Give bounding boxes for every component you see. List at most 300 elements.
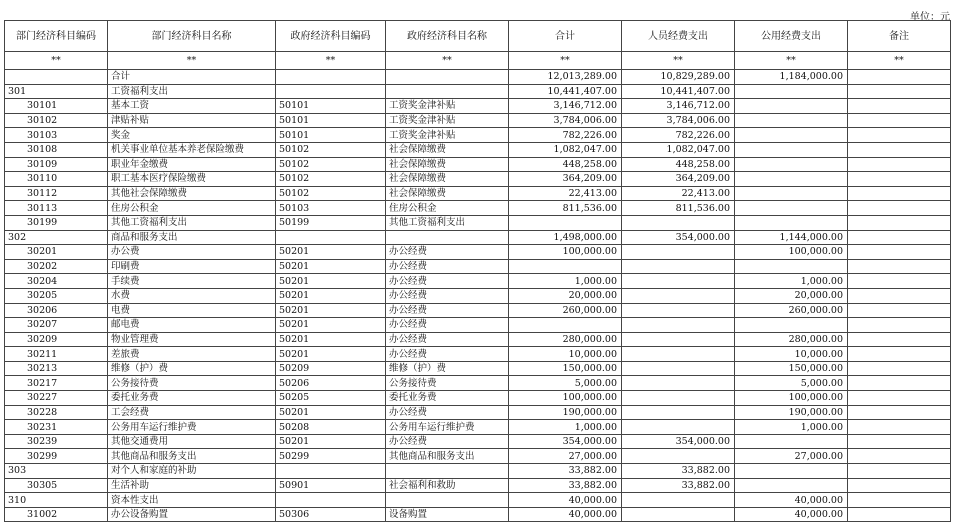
table-cell: 其他商品和服务支出: [386, 449, 509, 464]
table-cell: 维修（护）费: [108, 361, 276, 376]
table-row: [5, 318, 951, 333]
table-cell: 印刷费: [108, 259, 276, 274]
table-cell: 22,413.00: [622, 186, 735, 201]
table-cell: 机关事业单位基本养老保险缴费: [108, 142, 276, 157]
table-cell: 50299: [276, 449, 386, 464]
table-cell: 手续费: [108, 274, 276, 289]
table-row: [5, 434, 951, 449]
stars-cell: **: [108, 52, 276, 70]
table-cell: 40,000.00: [735, 507, 848, 522]
table-row: [5, 493, 951, 508]
table-cell: 30305: [5, 478, 108, 493]
table-row: [5, 84, 951, 99]
table-cell: [848, 142, 951, 157]
table-cell: 设备购置: [386, 507, 509, 522]
table-cell: [848, 478, 951, 493]
table-cell: 社会保障缴费: [386, 142, 509, 157]
table-cell: [509, 259, 622, 274]
table-cell: [848, 347, 951, 362]
table-cell: [848, 449, 951, 464]
table-cell: 50102: [276, 142, 386, 157]
table-cell: [622, 259, 735, 274]
stars-cell: **: [509, 52, 622, 70]
table-row: [5, 245, 951, 260]
table-cell: 100,000.00: [735, 391, 848, 406]
table-cell: 30102: [5, 113, 108, 128]
table-cell: [848, 376, 951, 391]
table-cell: 50199: [276, 215, 386, 230]
table-cell: [735, 172, 848, 187]
table-cell: 10,000.00: [509, 347, 622, 362]
table-cell: 150,000.00: [735, 361, 848, 376]
table-cell: 30103: [5, 128, 108, 143]
table-cell: [848, 230, 951, 245]
table-cell: 50201: [276, 347, 386, 362]
column-header: 部门经济科目编码: [5, 21, 108, 52]
table-cell: 电费: [108, 303, 276, 318]
table-cell: [276, 493, 386, 508]
table-cell: 30108: [5, 142, 108, 157]
table-cell: 住房公积金: [108, 201, 276, 216]
table-cell: [735, 84, 848, 99]
table-cell: 50201: [276, 288, 386, 303]
table-cell: 邮电费: [108, 318, 276, 333]
table-cell: [622, 303, 735, 318]
table-cell: [622, 347, 735, 362]
table-cell: [509, 215, 622, 230]
stars-cell: **: [386, 52, 509, 70]
column-header: 备注: [848, 21, 951, 52]
table-cell: 津贴补贴: [108, 113, 276, 128]
table-cell: 社会保障缴费: [386, 186, 509, 201]
table-cell: [848, 361, 951, 376]
table-row: [5, 420, 951, 435]
table-cell: 50901: [276, 478, 386, 493]
table-cell: [848, 288, 951, 303]
table-cell: 差旅费: [108, 347, 276, 362]
table-cell: [848, 420, 951, 435]
table-cell: 40,000.00: [509, 507, 622, 522]
table-cell: 3,784,006.00: [622, 113, 735, 128]
table-cell: [848, 507, 951, 522]
table-cell: [848, 391, 951, 406]
table-cell: 50205: [276, 391, 386, 406]
table-cell: [386, 230, 509, 245]
table-cell: 其他商品和服务支出: [108, 449, 276, 464]
table-cell: 工资奖金津补贴: [386, 113, 509, 128]
table-cell: 1,498,000.00: [509, 230, 622, 245]
table-cell: 30204: [5, 274, 108, 289]
table-cell: 50201: [276, 318, 386, 333]
table-row: [5, 303, 951, 318]
table-row: [5, 449, 951, 464]
table-cell: 公务接待费: [386, 376, 509, 391]
table-cell: [735, 201, 848, 216]
table-cell: 50103: [276, 201, 386, 216]
table-cell: 50306: [276, 507, 386, 522]
table-cell: [848, 318, 951, 333]
table-cell: [735, 186, 848, 201]
table-cell: [386, 70, 509, 85]
table-cell: [622, 215, 735, 230]
table-row: [5, 288, 951, 303]
table-cell: 30299: [5, 449, 108, 464]
table-cell: [622, 507, 735, 522]
column-header: 公用经费支出: [735, 21, 848, 52]
table-cell: [848, 201, 951, 216]
table-cell: 办公费: [108, 245, 276, 260]
table-cell: 31002: [5, 507, 108, 522]
table-cell: 社会保障缴费: [386, 172, 509, 187]
table-cell: [622, 391, 735, 406]
table-cell: 住房公积金: [386, 201, 509, 216]
table-cell: 33,882.00: [509, 464, 622, 479]
table-cell: 5,000.00: [509, 376, 622, 391]
table-cell: [622, 332, 735, 347]
table-cell: 310: [5, 493, 108, 508]
table-cell: 办公经费: [386, 405, 509, 420]
table-cell: [848, 70, 951, 85]
table-cell: 对个人和家庭的补助: [108, 464, 276, 479]
table-cell: 30239: [5, 434, 108, 449]
table-row: [5, 113, 951, 128]
table-cell: [622, 318, 735, 333]
table-cell: 280,000.00: [735, 332, 848, 347]
table-row: [5, 230, 951, 245]
table-cell: [848, 245, 951, 260]
table-row: [5, 99, 951, 114]
table-cell: 3,784,006.00: [509, 113, 622, 128]
table-cell: 基本工资: [108, 99, 276, 114]
table-cell: 工资奖金津补贴: [386, 99, 509, 114]
table-cell: 10,000.00: [735, 347, 848, 362]
table-cell: [5, 70, 108, 85]
table-cell: 职工基本医疗保险缴费: [108, 172, 276, 187]
table-cell: 商品和服务支出: [108, 230, 276, 245]
table-cell: [848, 128, 951, 143]
table-cell: 委托业务费: [386, 391, 509, 406]
table-cell: 10,441,407.00: [622, 84, 735, 99]
table-cell: [276, 230, 386, 245]
table-cell: 奖金: [108, 128, 276, 143]
table-cell: 3,146,712.00: [509, 99, 622, 114]
table-cell: [276, 464, 386, 479]
table-cell: 30110: [5, 172, 108, 187]
table-cell: 30112: [5, 186, 108, 201]
table-cell: 50208: [276, 420, 386, 435]
table-cell: 其他工资福利支出: [108, 215, 276, 230]
header-row: [5, 21, 951, 52]
table-cell: 27,000.00: [735, 449, 848, 464]
table-cell: [848, 84, 951, 99]
table-cell: [622, 245, 735, 260]
table-row: [5, 332, 951, 347]
table-cell: 办公经费: [386, 318, 509, 333]
table-cell: 30207: [5, 318, 108, 333]
table-cell: [509, 318, 622, 333]
table-cell: 20,000.00: [735, 288, 848, 303]
table-cell: 合计: [108, 70, 276, 85]
table-cell: 10,829,289.00: [622, 70, 735, 85]
table-cell: [735, 157, 848, 172]
table-cell: 社会福利和救助: [386, 478, 509, 493]
table-cell: [735, 464, 848, 479]
stars-cell: **: [5, 52, 108, 70]
table-row: [5, 478, 951, 493]
table-cell: [622, 361, 735, 376]
table-row: [5, 172, 951, 187]
table-cell: 1,000.00: [735, 274, 848, 289]
table-cell: [386, 464, 509, 479]
table-cell: 12,013,289.00: [509, 70, 622, 85]
table-cell: 工资奖金津补贴: [386, 128, 509, 143]
table-cell: [735, 434, 848, 449]
table-cell: 公务用车运行维护费: [108, 420, 276, 435]
table-cell: 50101: [276, 113, 386, 128]
column-header: 部门经济科目名称: [108, 21, 276, 52]
table-cell: [848, 99, 951, 114]
table-cell: 33,882.00: [622, 478, 735, 493]
table-cell: [848, 172, 951, 187]
table-cell: 办公经费: [386, 245, 509, 260]
table-cell: 50101: [276, 99, 386, 114]
table-cell: [848, 186, 951, 201]
column-header: 政府经济科目编码: [276, 21, 386, 52]
table-row: [5, 215, 951, 230]
table-cell: 50201: [276, 405, 386, 420]
table-cell: 50206: [276, 376, 386, 391]
table-cell: 工资福利支出: [108, 84, 276, 99]
table-cell: 782,226.00: [509, 128, 622, 143]
stars-cell: **: [622, 52, 735, 70]
table-row: [5, 464, 951, 479]
table-cell: [848, 332, 951, 347]
expenditure-table: [4, 20, 951, 522]
unit-label: 单位：元: [910, 12, 950, 23]
table-cell: 办公经费: [386, 303, 509, 318]
table-cell: 302: [5, 230, 108, 245]
table-cell: 50102: [276, 186, 386, 201]
table-cell: 1,082,047.00: [509, 142, 622, 157]
table-row: [5, 157, 951, 172]
table-cell: 30228: [5, 405, 108, 420]
table-cell: 782,226.00: [622, 128, 735, 143]
table-cell: 50201: [276, 259, 386, 274]
table-cell: [622, 376, 735, 391]
table-cell: 20,000.00: [509, 288, 622, 303]
table-cell: 354,000.00: [509, 434, 622, 449]
table-cell: 工会经费: [108, 405, 276, 420]
table-cell: [735, 215, 848, 230]
table-cell: 50209: [276, 361, 386, 376]
table-cell: 办公经费: [386, 259, 509, 274]
table-cell: 40,000.00: [735, 493, 848, 508]
table-cell: 办公设备购置: [108, 507, 276, 522]
table-cell: 50201: [276, 274, 386, 289]
table-cell: 30199: [5, 215, 108, 230]
table-cell: 社会保障缴费: [386, 157, 509, 172]
table-cell: 物业管理费: [108, 332, 276, 347]
table-cell: [622, 449, 735, 464]
table-cell: 30209: [5, 332, 108, 347]
table-cell: [276, 70, 386, 85]
table-row: [5, 405, 951, 420]
column-header: 合计: [509, 21, 622, 52]
table-cell: 30205: [5, 288, 108, 303]
table-cell: [848, 113, 951, 128]
table-cell: 150,000.00: [509, 361, 622, 376]
table-cell: 30109: [5, 157, 108, 172]
stars-cell: **: [735, 52, 848, 70]
table-cell: 50201: [276, 303, 386, 318]
table-cell: 其他工资福利支出: [386, 215, 509, 230]
table-cell: [622, 405, 735, 420]
table-cell: 30211: [5, 347, 108, 362]
table-cell: 30217: [5, 376, 108, 391]
table-cell: 1,000.00: [509, 274, 622, 289]
table-row: [5, 361, 951, 376]
table-cell: 50201: [276, 434, 386, 449]
column-header: 政府经济科目名称: [386, 21, 509, 52]
table-cell: 30213: [5, 361, 108, 376]
table-cell: [848, 215, 951, 230]
table-cell: 364,209.00: [509, 172, 622, 187]
table-cell: 30202: [5, 259, 108, 274]
table-cell: 50102: [276, 172, 386, 187]
table-cell: 50101: [276, 128, 386, 143]
table-cell: 其他交通费用: [108, 434, 276, 449]
table-cell: 30206: [5, 303, 108, 318]
table-cell: 生活补助: [108, 478, 276, 493]
table-cell: 办公经费: [386, 347, 509, 362]
table-cell: 维修（护）费: [386, 361, 509, 376]
table-cell: 100,000.00: [735, 245, 848, 260]
table-cell: [848, 259, 951, 274]
table-cell: 354,000.00: [622, 434, 735, 449]
table-cell: 40,000.00: [509, 493, 622, 508]
table-cell: 1,082,047.00: [622, 142, 735, 157]
table-row: [5, 201, 951, 216]
table-cell: 33,882.00: [622, 464, 735, 479]
stars-cell: **: [848, 52, 951, 70]
table-cell: 水费: [108, 288, 276, 303]
table-cell: [848, 303, 951, 318]
table-cell: [735, 259, 848, 274]
table-cell: 22,413.00: [509, 186, 622, 201]
table-row: [5, 507, 951, 522]
table-cell: 354,000.00: [622, 230, 735, 245]
table-cell: 303: [5, 464, 108, 479]
table-cell: 1,184,000.00: [735, 70, 848, 85]
table-cell: 100,000.00: [509, 391, 622, 406]
table-cell: 50201: [276, 332, 386, 347]
table-cell: 100,000.00: [509, 245, 622, 260]
table-cell: 280,000.00: [509, 332, 622, 347]
table-row: [5, 391, 951, 406]
table-cell: [735, 99, 848, 114]
table-cell: 811,536.00: [509, 201, 622, 216]
table-cell: 职业年金缴费: [108, 157, 276, 172]
table-cell: 190,000.00: [735, 405, 848, 420]
table-cell: 10,441,407.00: [509, 84, 622, 99]
table-cell: 办公经费: [386, 274, 509, 289]
table-cell: 448,258.00: [509, 157, 622, 172]
table-cell: 33,882.00: [509, 478, 622, 493]
column-header: 人员经费支出: [622, 21, 735, 52]
table-cell: [848, 274, 951, 289]
table-row: [5, 142, 951, 157]
table-cell: 1,144,000.00: [735, 230, 848, 245]
table-cell: 50201: [276, 245, 386, 260]
stars-cell: **: [276, 52, 386, 70]
table-row: [5, 128, 951, 143]
table-cell: 其他社会保障缴费: [108, 186, 276, 201]
table-cell: [735, 142, 848, 157]
table-header: [5, 21, 951, 52]
table-cell: [848, 493, 951, 508]
table-cell: 1,000.00: [509, 420, 622, 435]
table-cell: [735, 128, 848, 143]
table-row: [5, 376, 951, 391]
table-cell: 190,000.00: [509, 405, 622, 420]
table-row: [5, 70, 951, 85]
table-cell: [735, 318, 848, 333]
table-cell: 公务接待费: [108, 376, 276, 391]
table-cell: 30101: [5, 99, 108, 114]
table-row: [5, 274, 951, 289]
table-cell: 办公经费: [386, 332, 509, 347]
table-cell: 委托业务费: [108, 391, 276, 406]
table-cell: 资本性支出: [108, 493, 276, 508]
table-cell: 448,258.00: [622, 157, 735, 172]
table-cell: [735, 478, 848, 493]
table-cell: 3,146,712.00: [622, 99, 735, 114]
table-cell: 30227: [5, 391, 108, 406]
table-cell: [622, 493, 735, 508]
table-cell: 办公经费: [386, 434, 509, 449]
table-cell: 办公经费: [386, 288, 509, 303]
table-cell: 27,000.00: [509, 449, 622, 464]
stars-row: [5, 52, 951, 70]
table-row: [5, 259, 951, 274]
table-cell: [848, 464, 951, 479]
table-cell: [848, 157, 951, 172]
table-cell: [735, 113, 848, 128]
table-cell: [622, 420, 735, 435]
table-cell: 260,000.00: [735, 303, 848, 318]
table-cell: [848, 405, 951, 420]
table-cell: 公务用车运行维护费: [386, 420, 509, 435]
table-cell: 30113: [5, 201, 108, 216]
table-cell: [386, 84, 509, 99]
table-cell: 301: [5, 84, 108, 99]
table-cell: 50102: [276, 157, 386, 172]
table-cell: 5,000.00: [735, 376, 848, 391]
table-cell: [622, 274, 735, 289]
table-row: [5, 186, 951, 201]
table-cell: [276, 84, 386, 99]
table-cell: 364,209.00: [622, 172, 735, 187]
table-cell: 260,000.00: [509, 303, 622, 318]
table-cell: 1,000.00: [735, 420, 848, 435]
table-body: [5, 52, 951, 522]
table-cell: [848, 434, 951, 449]
table-cell: 30231: [5, 420, 108, 435]
table-cell: [386, 493, 509, 508]
table-cell: 30201: [5, 245, 108, 260]
table-row: [5, 347, 951, 362]
table-cell: 811,536.00: [622, 201, 735, 216]
